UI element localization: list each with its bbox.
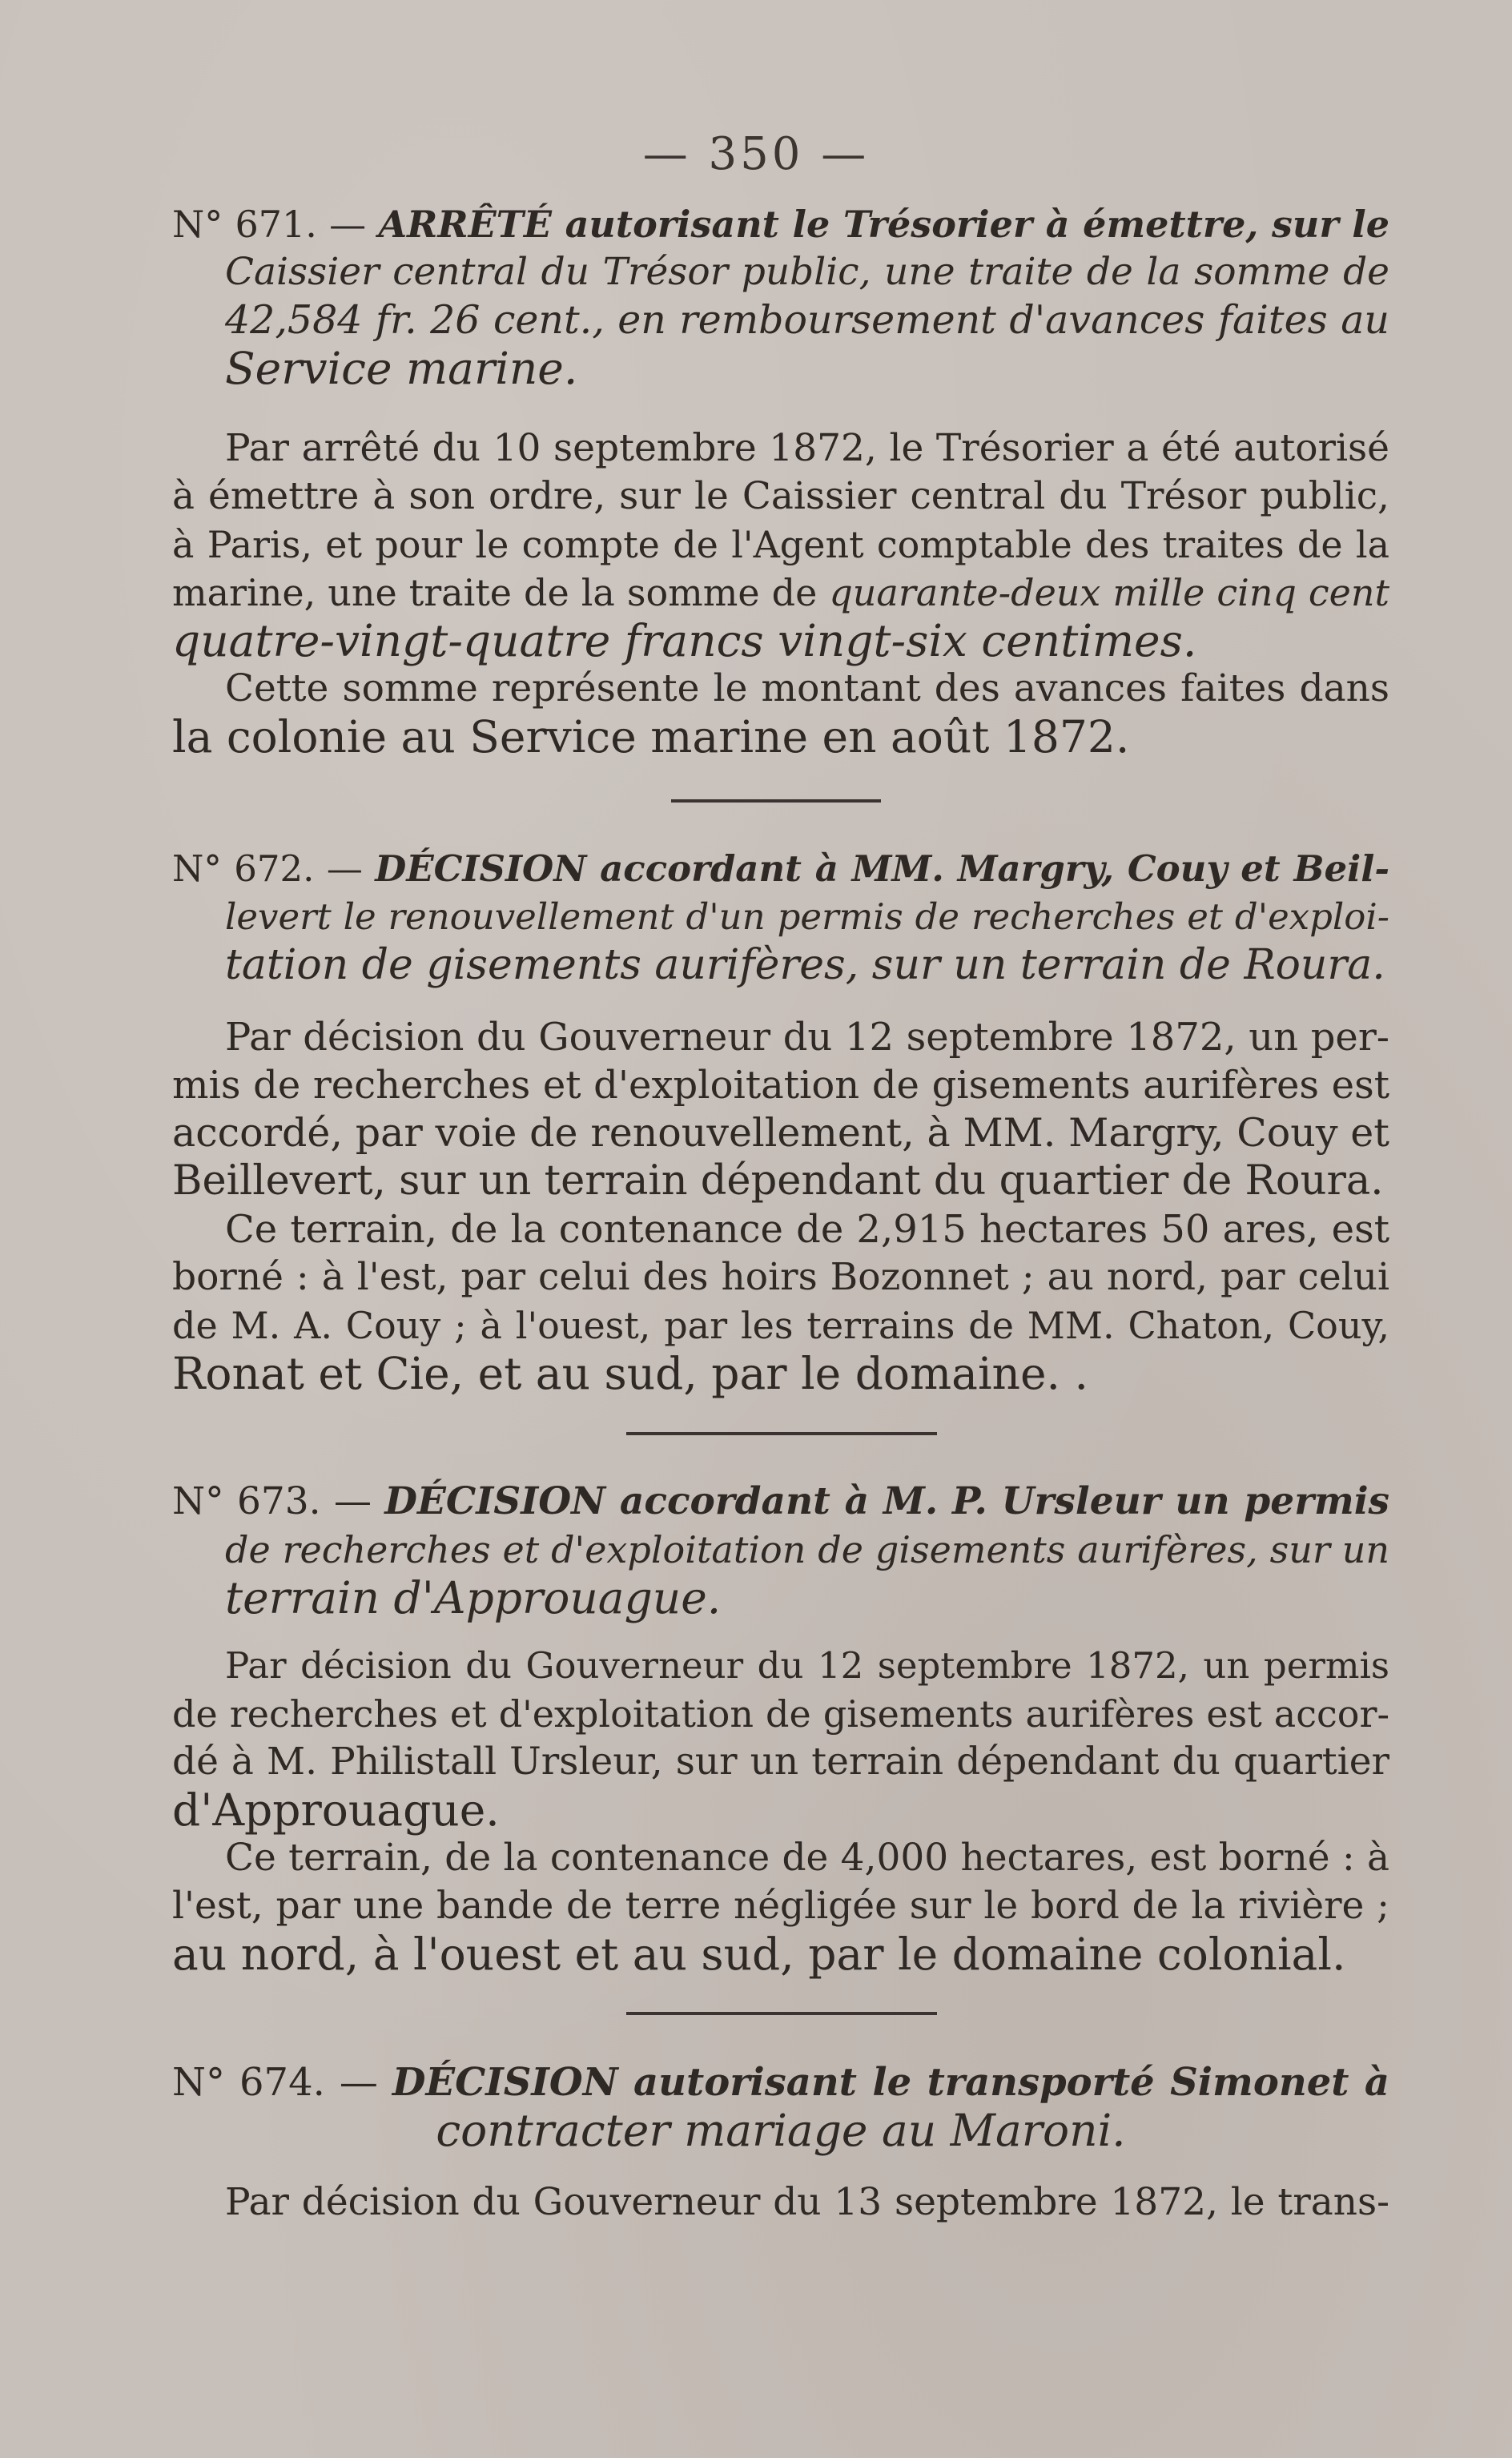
section-674-keyword: DÉCISION [392, 2060, 618, 2105]
section-674-heading-line-2: contracter mariage au Maroni. [436, 2105, 1126, 2156]
section-673-body-line-6: l'est, par une bande de terre négligée sur le bord de la rivière ; [172, 1884, 1389, 1928]
section-674-heading-line-1 [172, 2058, 1389, 2106]
section-673-heading-rest: accordant à M. P. Ursleur un permis [605, 1479, 1390, 1523]
section-671-heading-rest: autorisant le Trésorier à émettre, sur le [551, 203, 1389, 246]
section-671-body-line-6: Cette somme représente le montant des avances faites dans [225, 666, 1389, 710]
section-673-body-line-5: Ce terrain, de la contenance de 4,000 hectares, est borné : à [225, 1836, 1389, 1880]
section-672-body-line-2: mis de recherches et d'exploitation de gisements aurifères est [172, 1063, 1389, 1108]
page-number: — 350 — [642, 128, 870, 180]
section-672-body-line-5: Ce terrain, de la contenance de 2,915 hectares 50 ares, est [225, 1207, 1389, 1252]
section-672-heading-line-2: levert le renouvellement d'un permis de recherches et d'exploi- [225, 895, 1389, 938]
section-672-body-line-4: Beillevert, sur un terrain dépendant du quartier de Roura. [172, 1157, 1384, 1205]
section-671-heading-line-3: 42,584 fr. 26 cent., en remboursement d'avances faites au [225, 297, 1389, 343]
section-671-amount-words-1: quarante-deux mille cinq cent [829, 571, 1390, 614]
section-672-body-line-7: de M. A. Couy ; à l'ouest, par les terrains de MM. Chaton, Couy, [172, 1304, 1389, 1347]
section-671-body-line-2: à émettre à son ordre, sur le Caissier central du Trésor public, [172, 474, 1389, 518]
section-672-keyword: DÉCISION [375, 847, 587, 890]
section-673-heading-line-3: terrain d'Approuague. [225, 1572, 722, 1623]
section-674-number: N° 674. — [172, 2060, 392, 2105]
section-672-body-line-8: Ronat et Cie, et au sud, par le domaine. . [172, 1348, 1088, 1399]
section-671-body-line-1: Par arrêté du 10 septembre 1872, le Trésorier a été autorisé [225, 426, 1389, 470]
section-672-heading-line-3: tation de gisements aurifères, sur un terrain de Roura. [225, 941, 1385, 989]
section-673-body-line-4: d'Approuague. [172, 1784, 500, 1836]
section-671-amount-words-2: quatre-vingt-quatre francs vingt-six centimes. [172, 615, 1197, 666]
section-673-body-line-3: dé à M. Philistall Ursleur, sur un terrain dépendant du quartier [172, 1740, 1389, 1784]
section-divider [626, 1432, 937, 1435]
section-671-body-line-7: la colonie au Service marine en août 1872. [172, 711, 1130, 762]
section-divider [626, 2012, 937, 2015]
section-674-body-line-1: Par décision du Gouverneur du 13 septembre 1872, le trans- [225, 2180, 1389, 2224]
section-671-heading-line-2: Caissier central du Trésor public, une traite de la somme de [225, 250, 1389, 294]
section-673-heading-line-1 [172, 1478, 1389, 1526]
section-673-body-line-7: au nord, à l'ouest et au sud, par le domaine colonial. [172, 1929, 1346, 1980]
section-671-number: N° 671. — [172, 203, 379, 246]
section-divider [671, 799, 881, 803]
section-672-body-line-1: Par décision du Gouverneur du 12 septembre 1872, un per- [225, 1015, 1389, 1060]
section-673-keyword: DÉCISION [384, 1479, 606, 1523]
section-672-body-line-6: borné : à l'est, par celui des hoirs Bozonnet ; au nord, par celui [172, 1255, 1389, 1299]
section-674-heading-rest: autorisant le transporté Simonet à [617, 2060, 1389, 2105]
section-671-keyword: ARRÊTÉ [378, 203, 552, 246]
section-673-number: N° 673. — [172, 1479, 385, 1523]
section-673-body-line-1: Par décision du Gouverneur du 12 septembre 1872, un permis [225, 1644, 1389, 1687]
section-673-heading-line-2: de recherches et d'exploitation de gisements aurifères, sur un [225, 1528, 1389, 1571]
section-672-heading-line-1 [172, 845, 1389, 893]
section-672-heading-rest: accordant à MM. Margry, Couy et Beil- [586, 847, 1390, 890]
section-671-heading-line-1 [172, 200, 1389, 248]
section-671-heading-line-4: Service marine. [225, 343, 578, 394]
section-672-body-line-3: accordé, par voie de renouvellement, à MM. Margry, Couy et [172, 1110, 1389, 1156]
section-672-number: N° 672. — [172, 847, 376, 890]
section-673-body-line-2: de recherches et d'exploitation de gisements aurifères est accor- [172, 1692, 1389, 1736]
section-671-body-line-3: à Paris, et pour le compte de l'Agent comptable des traites de la [172, 523, 1389, 566]
section-671-body-line-4-plain: marine, une traite de la somme de [172, 571, 830, 614]
section-671-body-line-4 [172, 569, 1389, 617]
